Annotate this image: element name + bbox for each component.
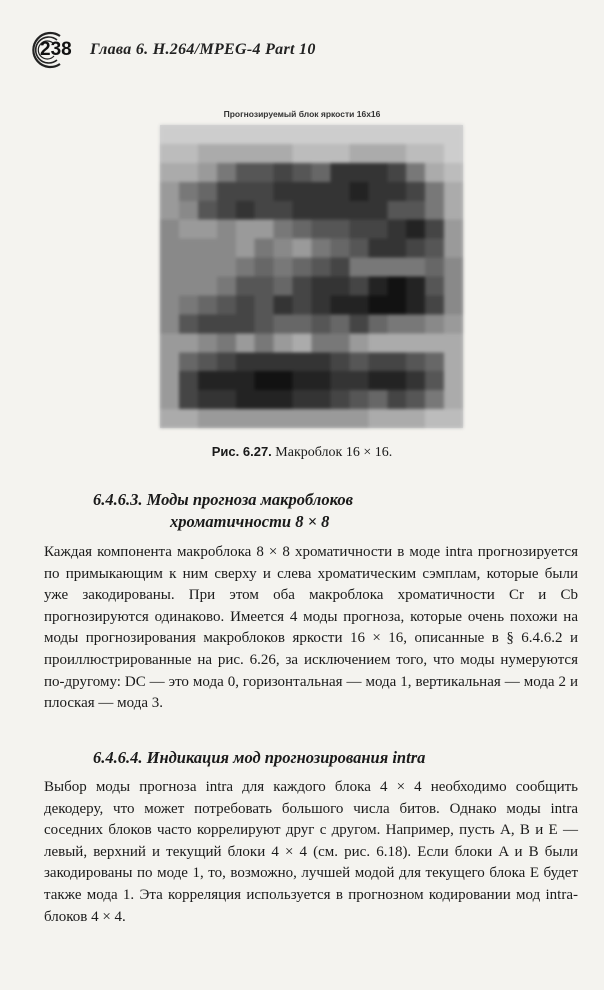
macroblock-pixel (255, 390, 274, 409)
paragraph (44, 777, 578, 928)
macroblock-pixel (444, 409, 463, 428)
macroblock-pixel (217, 409, 236, 428)
macroblock-pixel (274, 258, 293, 277)
running-head: Глава 6. H.264/MPEG-4 Part 10 (90, 41, 316, 58)
macroblock-pixel (217, 390, 236, 409)
figure-title: Прогнозируемый блок яркости 16x16 (223, 109, 381, 119)
macroblock-pixel (274, 352, 293, 371)
macroblock-pixel (179, 220, 198, 239)
macroblock-pixel (349, 239, 368, 258)
macroblock-pixel (425, 201, 444, 220)
macroblock-pixel (349, 409, 368, 428)
macroblock-pixel (406, 390, 425, 409)
macroblock-pixel (236, 390, 255, 409)
macroblock-pixel (236, 163, 255, 182)
macroblock-pixel (425, 295, 444, 314)
macroblock-pixel (406, 182, 425, 201)
macroblock-pixel (255, 220, 274, 239)
macroblock-pixel (349, 314, 368, 333)
macroblock-pixel (179, 258, 198, 277)
macroblock-pixel (425, 277, 444, 296)
macroblock-pixel (312, 144, 331, 163)
macroblock-pixel (312, 163, 331, 182)
macroblock-pixel (198, 144, 217, 163)
macroblock-pixel (217, 352, 236, 371)
macroblock-pixel (312, 371, 331, 390)
macroblock-pixel (160, 163, 179, 182)
macroblock-pixel (217, 239, 236, 258)
macroblock-pixel (217, 333, 236, 352)
macroblock-pixel (368, 390, 387, 409)
macroblock-pixel (179, 182, 198, 201)
macroblock-pixel (368, 220, 387, 239)
macroblock-pixel (425, 409, 444, 428)
macroblock-pixel (425, 220, 444, 239)
macroblock-pixel (236, 220, 255, 239)
macroblock-pixel (160, 201, 179, 220)
macroblock-pixel (217, 144, 236, 163)
macroblock-pixel (179, 125, 198, 144)
macroblock-pixel (444, 163, 463, 182)
macroblock-pixel (406, 352, 425, 371)
macroblock-pixel (160, 295, 179, 314)
macroblock-pixel (293, 333, 312, 352)
macroblock-pixel (179, 239, 198, 258)
macroblock-pixel (236, 295, 255, 314)
macroblock-pixel (387, 258, 406, 277)
macroblock-pixel (179, 371, 198, 390)
macroblock-pixel (406, 277, 425, 296)
macroblock-pixel (179, 201, 198, 220)
macroblock-pixel (274, 163, 293, 182)
macroblock-pixel (160, 125, 179, 144)
macroblock-pixel (179, 314, 198, 333)
macroblock-pixel (217, 258, 236, 277)
macroblock-pixel (406, 258, 425, 277)
macroblock-pixel (330, 390, 349, 409)
macroblock-pixel (330, 144, 349, 163)
macroblock-pixel (406, 144, 425, 163)
section-heading: 6.4.6.3. Моды прогноза макроблоков (93, 490, 353, 509)
macroblock-pixel (368, 201, 387, 220)
macroblock-pixel (293, 220, 312, 239)
macroblock-pixel (387, 201, 406, 220)
macroblock-pixel (160, 333, 179, 352)
macroblock-pixel (330, 125, 349, 144)
macroblock-pixel (312, 220, 331, 239)
macroblock-pixel (425, 182, 444, 201)
macroblock-pixel (368, 163, 387, 182)
macroblock-pixel (255, 125, 274, 144)
figure-caption (0, 444, 604, 461)
section-heading-continuation: хроматичности 8 × 8 (170, 512, 330, 531)
macroblock-pixel (425, 314, 444, 333)
macroblock-pixel (293, 390, 312, 409)
macroblock-pixel (255, 295, 274, 314)
macroblock-pixel (312, 314, 331, 333)
macroblock-pixel (330, 163, 349, 182)
macroblock-pixel (293, 352, 312, 371)
macroblock-pixel (160, 239, 179, 258)
macroblock-pixel (387, 352, 406, 371)
macroblock-pixel (293, 182, 312, 201)
macroblock-pixel (444, 295, 463, 314)
macroblock-pixel (425, 163, 444, 182)
macroblock-pixel (160, 277, 179, 296)
macroblock-pixel (444, 182, 463, 201)
macroblock-pixel (274, 201, 293, 220)
macroblock-pixel (198, 295, 217, 314)
macroblock-pixel (293, 125, 312, 144)
macroblock-pixel (274, 182, 293, 201)
macroblock-pixel (255, 277, 274, 296)
macroblock-pixel (179, 295, 198, 314)
macroblock-pixel (255, 409, 274, 428)
macroblock-pixel (179, 163, 198, 182)
macroblock-pixel (368, 409, 387, 428)
macroblock-pixel (274, 390, 293, 409)
macroblock-pixel (236, 258, 255, 277)
macroblock-pixel (179, 409, 198, 428)
macroblock-pixel (406, 314, 425, 333)
macroblock-pixel (312, 201, 331, 220)
macroblock-pixel (160, 258, 179, 277)
macroblock-pixel (217, 220, 236, 239)
macroblock-pixel (406, 239, 425, 258)
macroblock-pixel (160, 352, 179, 371)
macroblock-pixel (312, 277, 331, 296)
macroblock-pixel (293, 371, 312, 390)
macroblock-pixel (217, 314, 236, 333)
macroblock-pixel (387, 125, 406, 144)
macroblock-pixel (293, 409, 312, 428)
macroblock-pixel (368, 182, 387, 201)
macroblock-pixel (160, 144, 179, 163)
macroblock-pixel (406, 125, 425, 144)
macroblock-pixel (330, 409, 349, 428)
macroblock-pixel (330, 239, 349, 258)
macroblock-pixel (198, 201, 217, 220)
macroblock-pixel (274, 295, 293, 314)
macroblock-pixel (198, 277, 217, 296)
macroblock-pixel (406, 333, 425, 352)
macroblock-pixel (444, 239, 463, 258)
macroblock-pixel (444, 314, 463, 333)
macroblock-pixel (198, 125, 217, 144)
macroblock-pixel (387, 333, 406, 352)
macroblock-pixel (236, 277, 255, 296)
macroblock-pixel (274, 220, 293, 239)
macroblock-pixel (217, 163, 236, 182)
macroblock-pixel (368, 277, 387, 296)
macroblock-pixel (444, 201, 463, 220)
macroblock-pixel (293, 239, 312, 258)
macroblock-pixel (368, 258, 387, 277)
macroblock-pixel (217, 371, 236, 390)
macroblock-pixel (198, 182, 217, 201)
caption-text: Макроблок 16 × 16. (275, 445, 393, 460)
macroblock-pixel (330, 371, 349, 390)
macroblock-pixel (444, 144, 463, 163)
macroblock-pixel (236, 409, 255, 428)
macroblock-pixel (312, 352, 331, 371)
macroblock-pixel (425, 352, 444, 371)
macroblock-pixel (274, 144, 293, 163)
macroblock-pixel (198, 333, 217, 352)
macroblock-pixel (236, 352, 255, 371)
macroblock-pixel (236, 144, 255, 163)
macroblock-pixel (312, 295, 331, 314)
macroblock-pixel (425, 239, 444, 258)
macroblock-pixel (312, 125, 331, 144)
macroblock-pixel (406, 371, 425, 390)
macroblock-pixel (217, 125, 236, 144)
macroblock-pixel (179, 390, 198, 409)
macroblock-pixel (444, 277, 463, 296)
macroblock-pixel (349, 125, 368, 144)
macroblock-pixel (368, 352, 387, 371)
macroblock-pixel (179, 277, 198, 296)
paragraph-text: Каждая компонента макроблока 8 × 8 хроматичности в моде intra прогнозируется по примыкающим к ним сверху и слева хроматическим сэмплам, которые были уже закодированы. При этом оба макроблока хроматичности Cr и Cb прогнозируются одинаково. Имеется 4 моды прогноза, которые очень похожи на моды прогнозирования макроблоков яркости 16 × 16, описанные в § 6.4.6.2 и проиллюстрированные на рис. 6.26, за исключением того, что моды нумеруются по-другому: DC — это мода 0, горизонтальная — мода 1, вертикальная — мода 2 и плоская — мода 3. (44, 544, 578, 712)
macroblock-pixel (387, 390, 406, 409)
macroblock-pixel (330, 182, 349, 201)
macroblock-pixel (387, 182, 406, 201)
macroblock-pixel (274, 333, 293, 352)
macroblock-pixel (368, 371, 387, 390)
macroblock-pixel (274, 125, 293, 144)
macroblock-pixel (160, 220, 179, 239)
macroblock-pixel (293, 163, 312, 182)
macroblock-pixel (293, 258, 312, 277)
macroblock-pixel (425, 144, 444, 163)
page-header (30, 30, 590, 74)
macroblock-pixel (255, 314, 274, 333)
macroblock-pixel (198, 314, 217, 333)
macroblock-pixel (349, 371, 368, 390)
macroblock-pixel (444, 125, 463, 144)
macroblock-pixel (330, 352, 349, 371)
macroblock-pixel (198, 163, 217, 182)
macroblock-pixel (293, 295, 312, 314)
macroblock-pixel (406, 163, 425, 182)
macroblock-pixel (330, 220, 349, 239)
macroblock-pixel (198, 371, 217, 390)
macroblock-pixel (406, 220, 425, 239)
macroblock-pixel (160, 182, 179, 201)
macroblock-pixel (255, 239, 274, 258)
macroblock-pixel (312, 258, 331, 277)
macroblock-pixel (330, 314, 349, 333)
macroblock-pixel (236, 182, 255, 201)
macroblock-pixel (236, 125, 255, 144)
macroblock-pixel (368, 125, 387, 144)
macroblock-pixel (387, 295, 406, 314)
macroblock-pixel (312, 333, 331, 352)
macroblock-pixel (255, 144, 274, 163)
macroblock-pixel (236, 239, 255, 258)
macroblock-pixel (387, 220, 406, 239)
macroblock-pixel (349, 352, 368, 371)
macroblock-pixel (217, 277, 236, 296)
macroblock-pixel (179, 144, 198, 163)
macroblock-pixel (425, 390, 444, 409)
macroblock-pixel (425, 371, 444, 390)
macroblock-pixel (406, 295, 425, 314)
macroblock-pixel (160, 390, 179, 409)
macroblock-pixel (425, 258, 444, 277)
macroblock-pixel (198, 220, 217, 239)
macroblock-pixel (274, 239, 293, 258)
section-heading: 6.4.6.4. Индикация мод прогнозирования intra (93, 748, 426, 767)
macroblock-pixel (387, 239, 406, 258)
macroblock-pixel (293, 314, 312, 333)
macroblock-pixel (312, 390, 331, 409)
paragraph-text: Выбор моды прогноза intra для каждого блока 4 × 4 необходимо сообщить декодеру, что может потребовать большого числа битов. Однако моды intra соседних блоков часто коррелируют друг с другом. Например, пусть A, B и E — левый, верхний и текущий блоки 4 × 4 (см. рис. 6.18). Если блоки A и B были закодированы по моде 1, то, возможно, лучшей модой для текущего блока E будет также мода 1. Эта корреляция используется в прогнозном кодировании мод intra-блоков 4 × 4. (44, 779, 578, 925)
macroblock-pixel (236, 314, 255, 333)
macroblock-pixel (444, 333, 463, 352)
macroblock-pixel (198, 390, 217, 409)
macroblock-pixel (349, 182, 368, 201)
macroblock-pixel (387, 144, 406, 163)
macroblock-pixel (330, 277, 349, 296)
macroblock-pixel (330, 295, 349, 314)
macroblock-pixel (387, 409, 406, 428)
macroblock-pixel (160, 409, 179, 428)
macroblock-pixel (349, 258, 368, 277)
macroblock-pixel (349, 277, 368, 296)
macroblock-pixel (349, 220, 368, 239)
macroblock-pixel (255, 352, 274, 371)
macroblock-pixel (368, 314, 387, 333)
macroblock-pixel (444, 220, 463, 239)
macroblock-pixel (349, 333, 368, 352)
macroblock-pixel (349, 295, 368, 314)
macroblock-pixel (330, 258, 349, 277)
page-number: 238 (40, 39, 72, 60)
macroblock-pixel (255, 201, 274, 220)
macroblock-pixel (198, 258, 217, 277)
macroblock-pixel (349, 390, 368, 409)
macroblock-pixel (406, 201, 425, 220)
macroblock-pixel (444, 390, 463, 409)
macroblock-pixel (160, 314, 179, 333)
macroblock-pixel (330, 333, 349, 352)
macroblock-pixel (368, 144, 387, 163)
macroblock-pixel (293, 277, 312, 296)
macroblock-pixel (444, 371, 463, 390)
macroblock-pixel (312, 239, 331, 258)
macroblock-pixel (312, 182, 331, 201)
macroblock-pixel (198, 409, 217, 428)
macroblock-pixel (387, 163, 406, 182)
macroblock-pixel (368, 295, 387, 314)
macroblock-pixel (387, 371, 406, 390)
macroblock-pixel (274, 371, 293, 390)
macroblock-pixel (368, 239, 387, 258)
macroblock-pixel (330, 201, 349, 220)
macroblock-pixel (236, 371, 255, 390)
macroblock-pixel (349, 163, 368, 182)
macroblock-pixel (387, 277, 406, 296)
macroblock-pixel (217, 295, 236, 314)
macroblock-pixel (217, 182, 236, 201)
macroblock-pixel (255, 333, 274, 352)
macroblock-pixel (236, 201, 255, 220)
macroblock-pixel (406, 409, 425, 428)
macroblock-pixel (293, 144, 312, 163)
macroblock-pixel (179, 333, 198, 352)
macroblock-pixel (255, 371, 274, 390)
macroblock-pixel (255, 258, 274, 277)
macroblock-pixel (217, 201, 236, 220)
macroblock-pixel (444, 352, 463, 371)
macroblock-pixel (387, 314, 406, 333)
caption-label: Рис. 6.27. (211, 444, 272, 459)
macroblock-pixel (444, 258, 463, 277)
paragraph (44, 542, 578, 715)
macroblock-pixel (349, 144, 368, 163)
macroblock-pixel (368, 333, 387, 352)
macroblock-pixel (274, 314, 293, 333)
macroblock-pixel (179, 352, 198, 371)
macroblock-pixel (255, 182, 274, 201)
macroblock-pixel (349, 201, 368, 220)
macroblock-pixel (198, 239, 217, 258)
macroblock-pixel (160, 371, 179, 390)
macroblock-pixel (236, 333, 255, 352)
macroblock-pixel (312, 409, 331, 428)
macroblock-pixel (293, 201, 312, 220)
macroblock-pixel (425, 333, 444, 352)
macroblock-pixel (198, 352, 217, 371)
macroblock-pixel (425, 125, 444, 144)
macroblock-figure (160, 125, 463, 428)
macroblock-pixel (274, 277, 293, 296)
macroblock-pixel (274, 409, 293, 428)
macroblock-pixel (255, 163, 274, 182)
